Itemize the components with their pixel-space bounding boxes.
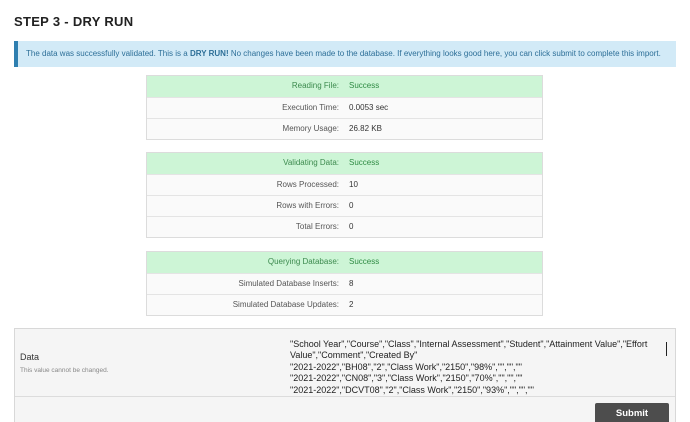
stat-row-validating-data bbox=[147, 153, 542, 174]
data-line: "2021-2022","DCVT08","2","Class Work","2150","93%","","","" bbox=[290, 384, 534, 395]
status-value: Success bbox=[349, 81, 380, 90]
stat-value: 0 bbox=[349, 222, 354, 231]
stat-label: Execution Time: bbox=[282, 103, 339, 112]
stat-label: Rows Processed: bbox=[276, 180, 339, 189]
data-textarea[interactable] bbox=[290, 339, 664, 395]
stat-value: 10 bbox=[349, 180, 358, 189]
stat-value: 0 bbox=[349, 201, 354, 210]
stat-value: 26.82 KB bbox=[349, 124, 382, 133]
divider bbox=[15, 396, 675, 397]
stat-row-total-errors bbox=[147, 216, 542, 237]
text-cursor bbox=[666, 342, 667, 356]
page-title: STEP 3 - DRY RUN bbox=[14, 14, 134, 29]
status-value: Success bbox=[349, 158, 380, 167]
dry-run-alert bbox=[14, 41, 676, 67]
stat-row-simulated-updates bbox=[147, 294, 542, 315]
data-field-panel bbox=[14, 328, 676, 422]
querying-database-table bbox=[146, 251, 543, 316]
alert-bold-text: DRY RUN! bbox=[189, 49, 229, 58]
stat-label: Total Errors: bbox=[295, 222, 339, 231]
stat-label: Reading File: bbox=[291, 81, 339, 90]
stat-value: 8 bbox=[349, 279, 354, 288]
stat-label: Validating Data: bbox=[283, 158, 339, 167]
alert-text-continued: No changes have been made to the database. If everything looks good here, you can click submit to complete this import. bbox=[228, 49, 661, 58]
stat-row-reading-file bbox=[147, 76, 542, 97]
data-line: "2021-2022","BH08","2","Class Work","2150","98%","","","" bbox=[290, 361, 522, 372]
data-field-label: Data bbox=[20, 352, 40, 362]
data-line: "School Year","Course","Class","Internal Assessment","Student","Attainment Value","Effort bbox=[290, 339, 648, 349]
data-line: "2021-2022","CN08","3","Class Work","2150","70%","","","" bbox=[290, 373, 523, 384]
stat-row-rows-processed bbox=[147, 174, 542, 195]
stat-label: Memory Usage: bbox=[282, 124, 339, 133]
stat-label: Simulated Database Updates: bbox=[232, 300, 339, 309]
reading-file-table bbox=[146, 75, 543, 140]
stat-value: 2 bbox=[349, 300, 354, 309]
stat-row-rows-with-errors bbox=[147, 195, 542, 216]
submit-button[interactable]: Submit bbox=[595, 403, 669, 422]
status-value: Success bbox=[349, 257, 380, 266]
stat-row-memory-usage bbox=[147, 118, 542, 139]
stat-label: Querying Database: bbox=[267, 257, 339, 266]
stat-row-simulated-inserts bbox=[147, 273, 542, 294]
alert-text: The data was successfully validated. This is a bbox=[26, 49, 190, 58]
stat-label: Rows with Errors: bbox=[276, 201, 339, 210]
stat-row-execution-time bbox=[147, 97, 542, 118]
data-line: Value","Comment","Created By" bbox=[290, 350, 418, 361]
validating-data-table bbox=[146, 152, 543, 238]
stat-value: 0.0053 sec bbox=[349, 103, 389, 112]
stat-row-querying-database bbox=[147, 252, 542, 273]
stat-label: Simulated Database Inserts: bbox=[238, 279, 339, 288]
data-field-help: This value cannot be changed. bbox=[20, 367, 109, 374]
